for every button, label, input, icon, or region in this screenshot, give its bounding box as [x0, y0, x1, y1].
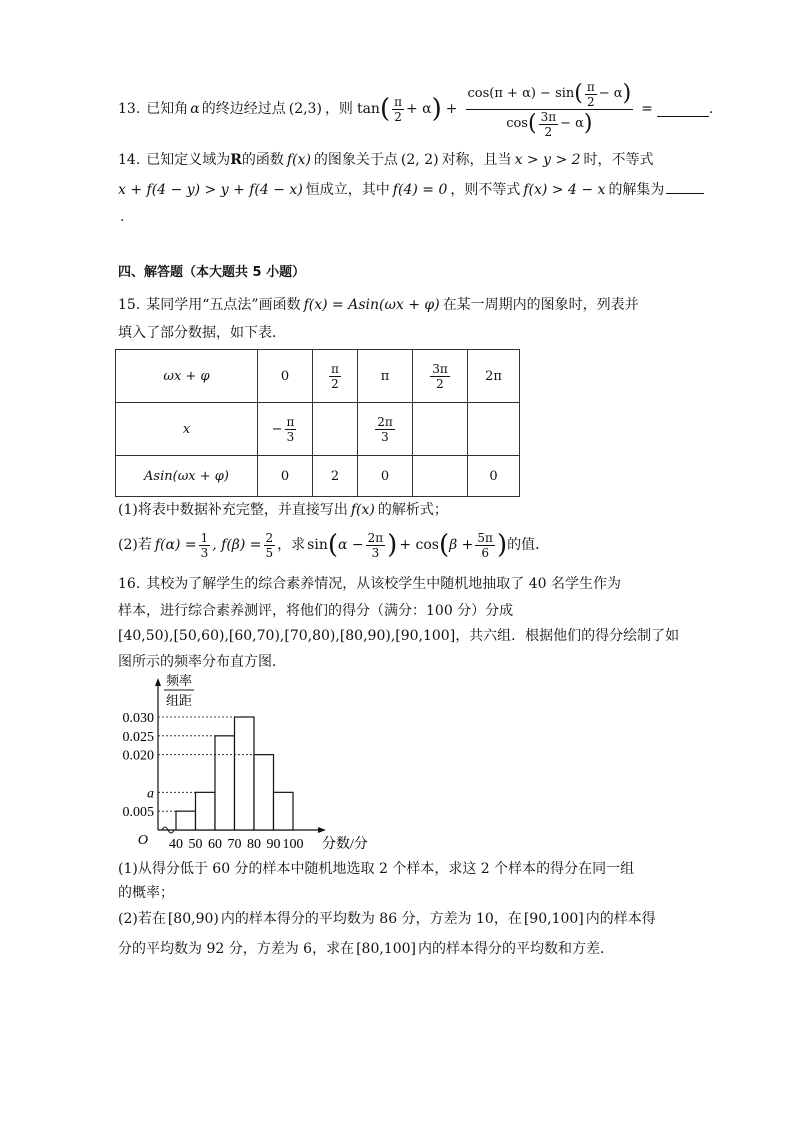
q16-part2-line1: (2)若在 [80,90) 内的样本得分的平均数为 86 分，方差为 10，在 [90,100] 内的样本得 — [118, 911, 656, 927]
fraction: $\frac{\pi}{2}$ — [394, 94, 402, 124]
x-tick-label: 60 — [208, 837, 222, 852]
y-tick-label: 0.025 — [122, 729, 154, 745]
q15-line1: 15. 某同学用“五点法”画函数 f(x) = Asin(ωx + φ) 在某一周期内的图象时，列表并 — [118, 297, 639, 313]
q16-part2-line2: 分的平均数为 92 分，方差为 6，求在 [80,100] 内的样本得分的平均数和方差． — [118, 941, 614, 957]
q14-line2: x + f(4 − y) > y + f(4 − x) 恒成立，其中 f(4) = 0 ，则不等式 f(x) > 4 − x 的解集为 — [118, 179, 704, 200]
big-fraction: cos(π + α) − sin ( $\frac{\pi}{2}$ − α ) cos ( $\frac{3\pi}{2}$ − α ) — [467, 79, 632, 139]
y-tick-label: 0.030 — [122, 711, 154, 726]
five-point-table: ωx + φ 0 $\frac{\pi}{2}$ π $\frac{3\pi}{2}$ 2π x − $\frac{\pi}{3}$ $\frac{2\pi}{3}$ Asin(ωx + φ) 0 2 0 0 — [115, 349, 520, 497]
table-row-head: x — [116, 403, 258, 456]
histogram-bar — [274, 792, 294, 830]
q15-part1: (1)将表中数据补充完整，并直接写出 f(x) 的解析式； — [118, 502, 448, 518]
empty-cell — [413, 403, 468, 456]
answer-blank — [666, 179, 704, 194]
answer-blank — [657, 102, 709, 117]
x-tick-label: 50 — [188, 837, 203, 852]
table-row-head: ωx + φ — [116, 350, 258, 403]
q14-end: . — [120, 209, 125, 225]
q14-number: 14. — [118, 152, 141, 168]
x-axis-arrow — [318, 827, 326, 833]
q13-number: 13. — [118, 101, 141, 117]
q16-number: 16. — [118, 576, 141, 592]
histogram-bar — [235, 717, 255, 830]
y-axis-arrow — [155, 678, 161, 686]
x-tick-label: 40 — [169, 837, 183, 852]
q16-part1-line2: 的概率； — [118, 885, 174, 901]
y-tick-label: 0.005 — [122, 805, 154, 821]
q16-line1: 16. 其校为了解学生的综合素养情况，从该校学生中随机地抽取了 40 名学生作为 — [118, 576, 621, 592]
histogram-bar — [215, 736, 235, 830]
fraction: $\frac{3\pi}{2}$ — [432, 361, 448, 391]
q15-number: 15. — [118, 297, 141, 313]
origin-label: O — [137, 833, 148, 848]
q16-line3: [40,50),[50,60),[60,70),[70,80),[80,90),[90,100]，共六组．根据他们的得分绘制了如 — [118, 628, 680, 644]
histogram-bar — [176, 811, 196, 830]
x-axis-label: 分数/分 — [322, 837, 368, 852]
q16-line2: 样本，进行综合素养测评，将他们的得分（满分：100 分）分成 — [118, 603, 514, 619]
q14-line1: 14. 已知定义域为R的函数 f(x) 的图象关于点 (2, 2) 对称，且当 x > y > 2 时，不等式 — [118, 152, 654, 168]
fraction: $\frac{2\pi}{3}$ — [377, 414, 393, 444]
q16-part1-line1: (1)从得分低于 60 分的样本中随机地选取 2 个样本，求这 2 个样本的得分在同一组 — [118, 861, 635, 877]
section-heading: 四、解答题（本大题共 5 小题） — [118, 265, 306, 280]
table-row-head: Asin(ωx + φ) — [116, 456, 258, 497]
q16-line4: 图所示的频率分布直方图． — [118, 654, 286, 670]
frequency-histogram — [110, 672, 370, 857]
x-tick-label: 90 — [266, 837, 281, 852]
ylabel-denominator: 组距 — [166, 693, 193, 708]
x-tick-label: 80 — [247, 837, 261, 852]
empty-cell — [468, 403, 520, 456]
q15-line2: 填入了部分数据，如下表． — [118, 325, 286, 341]
histogram-bar — [254, 755, 274, 830]
y-tick-label: a — [147, 786, 154, 802]
empty-cell — [313, 403, 358, 456]
x-tick-label: 70 — [227, 837, 242, 852]
ylabel-numerator: 频率 — [166, 673, 193, 688]
fraction: $\frac{\pi}{3}$ — [286, 414, 295, 444]
q13: 13. 已知角 α 的终边经过点 (2,3) ，则 tan ( $\frac{\pi}{2}$ + α ) + cos(π + α) − sin ( $\frac{\pi}{2}$ − α ) cos ( $\frac{3\pi}{2}$ − α ) = . — [118, 79, 714, 139]
histogram-bar — [196, 792, 216, 830]
x-tick-label: 100 — [282, 837, 304, 852]
fraction: $\frac{\pi}{2}$ — [331, 361, 339, 391]
y-tick-label: 0.020 — [122, 748, 154, 764]
empty-cell — [413, 456, 468, 497]
q15-part2: (2)若 f(α) = $\frac{1}{3}$ , f(β) = $\frac{2}{5}$ ，求 sin ( α − $\frac{2\pi}{3}$ ) + cos ( β + $\frac{5\pi}{6}$ ) 的值． — [118, 530, 550, 560]
